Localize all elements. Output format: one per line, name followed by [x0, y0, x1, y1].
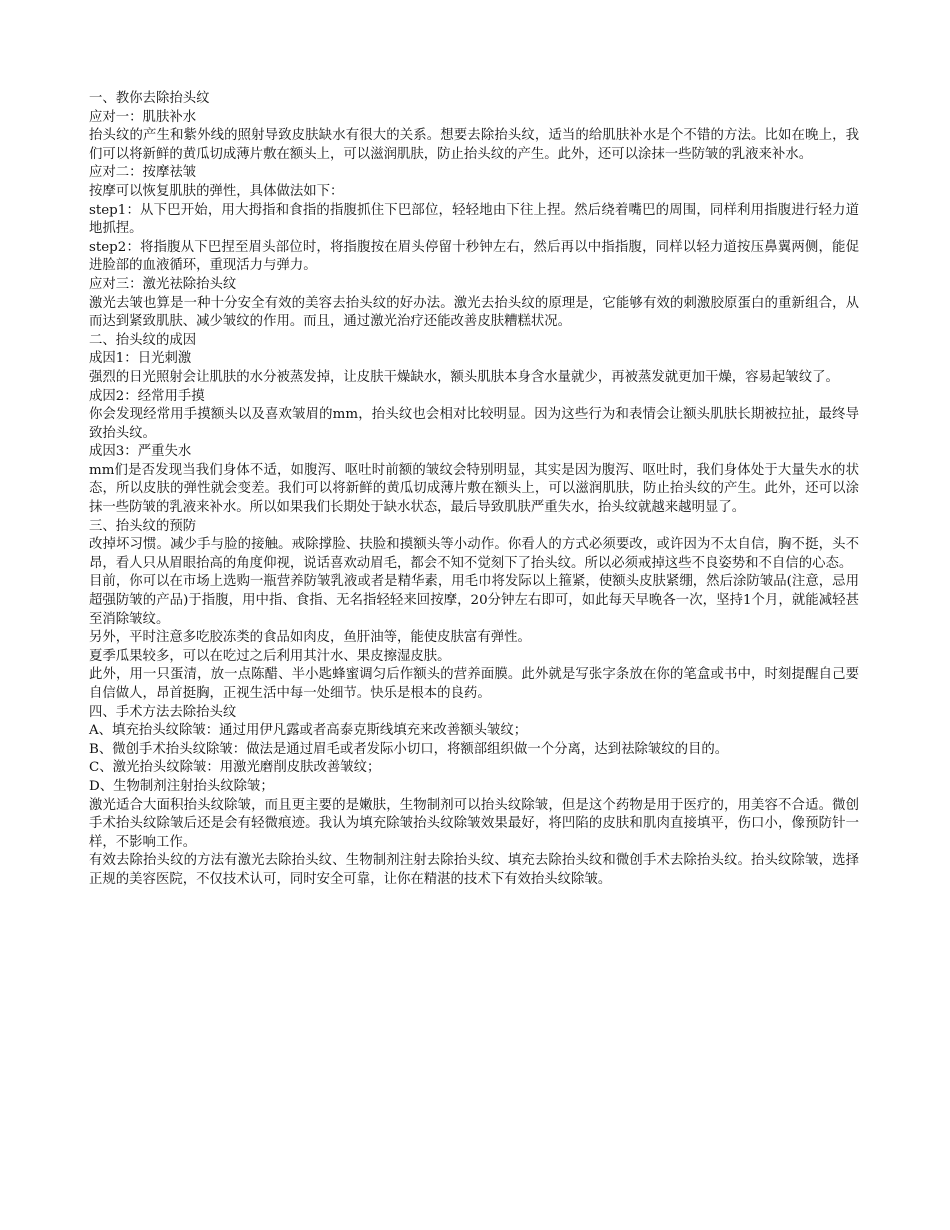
body-paragraph: 夏季瓜果较多，可以在吃过之后利用其汁水、果皮擦湿皮肤。 — [89, 648, 451, 664]
body-paragraph: 此外，用一只蛋清，放一点陈醋、半小匙蜂蜜调匀后作额头的营养面膜。此外就是写张字条放在你的笔盒或书中，时刻提醒自己要自信做人，昂首挺胸，正视生活中每一处细节。快乐是根本的良药。 — [89, 667, 859, 701]
section-heading: 二、抬头纹的成因 — [89, 332, 197, 348]
section-heading: 应对二：按摩祛皱 — [89, 165, 197, 181]
body-paragraph: 另外，平时注意多吃胶冻类的食品如肉皮，鱼肝油等，能使皮肤富有弹性。 — [89, 630, 531, 646]
body-paragraph: 你会发现经常用手摸额头以及喜欢皱眉的mm，抬头纹也会相对比较明显。因为这些行为和表情会让额头肌肤长期被拉扯，最终导致抬头纹。 — [89, 407, 859, 441]
document-page — [89, 90, 859, 890]
body-paragraph: 有效去除抬头纹的方法有激光去除抬头纹、生物制剂注射去除抬头纹、填充去除抬头纹和微创手术去除抬头纹。抬头纹除皱，选择正规的美容医院，不仅技术认可，同时安全可靠，让你在精湛的技术下有效抬头纹除皱。 — [89, 853, 859, 887]
body-paragraph: B、微创手术抬头纹除皱：做法是通过眉毛或者发际小切口，将额部组织做一个分离，达到祛除皱纹的目的。 — [89, 741, 729, 757]
section-heading: 成因2：经常用手摸 — [89, 388, 205, 404]
section-heading: 应对一：肌肤补水 — [89, 109, 197, 125]
body-paragraph: 抬头纹的产生和紫外线的照射导致皮肤缺水有很大的关系。想要去除抬头纹，适当的给肌肤补水是个不错的方法。比如在晚上，我们可以将新鲜的黄瓜切成薄片敷在额头上，可以滋润肌肤，防止抬头纹的产生。此外，还可以涂抹一些防皱的乳液来补水。 — [89, 128, 859, 162]
section-heading: 四、手术方法去除抬头纹 — [89, 704, 237, 720]
section-heading: 一、教你去除抬头纹 — [89, 91, 210, 106]
body-paragraph: 强烈的日光照射会让肌肤的水分被蒸发掉，让皮肤干燥缺水，额头肌肤本身含水量就少，再被蒸发就更加干燥，容易起皱纹了。 — [89, 369, 839, 385]
section-heading: 应对三：激光祛除抬头纹 — [89, 276, 237, 292]
body-paragraph: step1：从下巴开始，用大拇指和食指的指腹抓住下巴部位，轻轻地由下往上捏。然后绕着嘴巴的周围，同样利用指腹进行轻力道地抓捏。 — [89, 202, 859, 237]
body-paragraph: step2：将指腹从下巴捏至眉头部位时，将指腹按在眉头停留十秒钟左右，然后再以中指指腹，同样以轻力道按压鼻翼两侧，能促进脸部的血液循环，重现活力与弹力。 — [89, 239, 859, 274]
body-paragraph: D、生物制剂注射抬头纹除皱； — [89, 778, 274, 794]
body-paragraph: 激光去皱也算是一种十分安全有效的美容去抬头纹的好办法。激光去抬头纹的原理是，它能够有效的刺激胶原蛋白的重新组合，从而达到紧致肌肤、减少皱纹的作用。而且，通过激光治疗还能改善皮肤糟糕状况。 — [89, 295, 859, 330]
body-paragraph: C、激光抬头纹除皱：用激光磨削皮肤改善皱纹； — [89, 760, 381, 776]
body-paragraph: mm们是否发现当我们身体不适，如腹泻、呕吐时前额的皱纹会特别明显，其实是因为腹泻、呕吐时，我们身体处于大量失水的状态，所以皮肤的弹性就会变差。我们可以将新鲜的黄瓜切成薄片敷在额头上，可以滋润肌肤，防止抬头纹的产生。此外，还可以涂抹一些防皱的乳液来补水。所以如果我们长期处于缺水状态，最后导致肌肤严重失水，抬头纹就越来越明显了。 — [89, 462, 859, 516]
section-heading: 成因3：严重失水 — [89, 444, 192, 460]
section-heading: 成因1：日光刺激 — [89, 351, 192, 367]
body-paragraph: 激光适合大面积抬头纹除皱，而且更主要的是嫩肤，生物制剂可以抬头纹除皱，但是这个药物是用于医疗的，用美容不合适。微创手术抬头纹除皱后还是会有轻微痕迹。我认为填充除皱抬头纹除皱效果最好，将凹陷的皮肤和肌肉直接填平，伤口小，像预防针一样，不影响工作。 — [89, 797, 859, 850]
body-paragraph: A、填充抬头纹除皱：通过用伊凡露或者高泰克斯线填充来改善额头皱纹； — [89, 723, 528, 739]
body-paragraph: 改掉坏习惯。减少手与脸的接触。戒除撑脸、扶脸和摸额头等小动作。你看人的方式必须要改，或许因为不太自信，胸不挺，头不昂，看人只从眉眼抬高的角度仰视，说话喜欢动眉毛，都会不知不觉刻下了抬头纹。所以必须戒掉这些不良姿势和不自信的心态。 — [89, 537, 859, 571]
body-paragraph: 目前，你可以在市场上选购一瓶营养防皱乳液或者是精华素，用毛巾将发际以上箍紧，使额头皮肤紧绷，然后涂防皱品(注意，忌用超强防皱的产品)于指腹，用中指、食指、无名指轻轻来回按摩，20分钟左右即可，如此每天早晚各一次，坚持1个月，就能减轻甚至消除皱纹。 — [89, 574, 859, 627]
body-paragraph: 按摩可以恢复肌肤的弹性，具体做法如下： — [89, 183, 344, 199]
section-heading: 三、抬头纹的预防 — [89, 518, 197, 534]
